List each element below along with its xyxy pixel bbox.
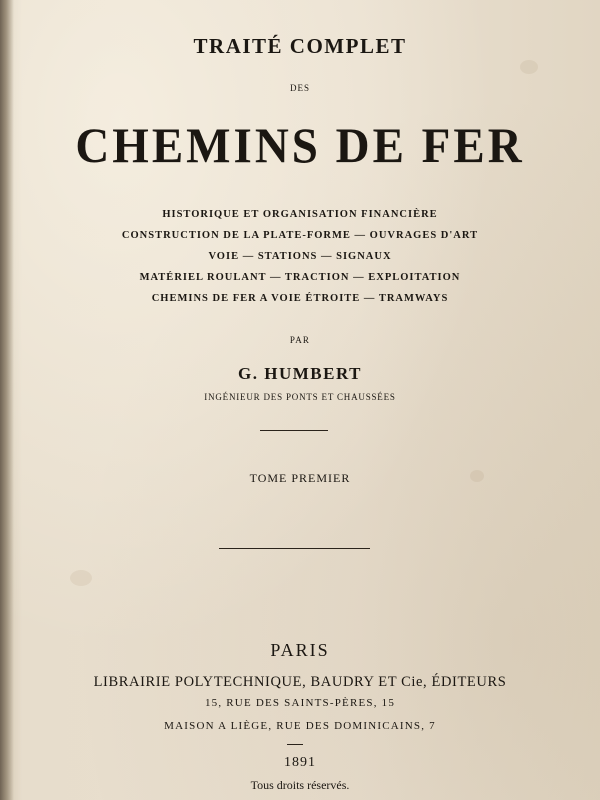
publisher-branch: MAISON A LIÈGE, RUE DES DOMINICAINS, 7 xyxy=(164,720,436,732)
title-connector: DES xyxy=(289,83,310,93)
subject-line: CHEMINS DE FER A VOIE ÉTROITE — TRAMWAYS xyxy=(151,293,449,304)
by-label: PAR xyxy=(289,335,311,345)
main-title: CHEMINS DE FER xyxy=(75,118,525,174)
subject-line: MATÉRIEL ROULANT — TRACTION — EXPLOITATION xyxy=(139,272,461,283)
subject-line: CONSTRUCTION DE LA PLATE-FORME — OUVRAGES D'ART xyxy=(121,230,479,241)
rights-notice: Tous droits réservés. xyxy=(250,778,350,792)
paper-foxing-spot xyxy=(520,60,538,74)
divider-rule xyxy=(287,744,303,745)
publisher-address: 15, RUE DES SAINTS-PÈRES, 15 xyxy=(204,697,396,709)
publisher-name: LIBRAIRIE POLYTECHNIQUE, BAUDRY ET Cie, ÉDITEURS xyxy=(93,674,507,690)
divider-rule xyxy=(260,430,328,431)
author-title: INGÉNIEUR DES PONTS ET CHAUSSÉES xyxy=(204,392,396,402)
subject-line: HISTORIQUE ET ORGANISATION FINANCIÈRE xyxy=(162,209,438,220)
subject-line: VOIE — STATIONS — SIGNAUX xyxy=(208,251,392,262)
title-line-1: TRAITÉ COMPLET xyxy=(193,34,407,58)
volume-label: TOME PREMIER xyxy=(249,471,351,485)
divider-rule xyxy=(219,548,370,549)
paper-foxing-spot xyxy=(70,570,92,586)
publication-year: 1891 xyxy=(284,755,316,770)
author-name: G. HUMBERT xyxy=(238,364,362,383)
publication-city: PARIS xyxy=(270,640,330,660)
